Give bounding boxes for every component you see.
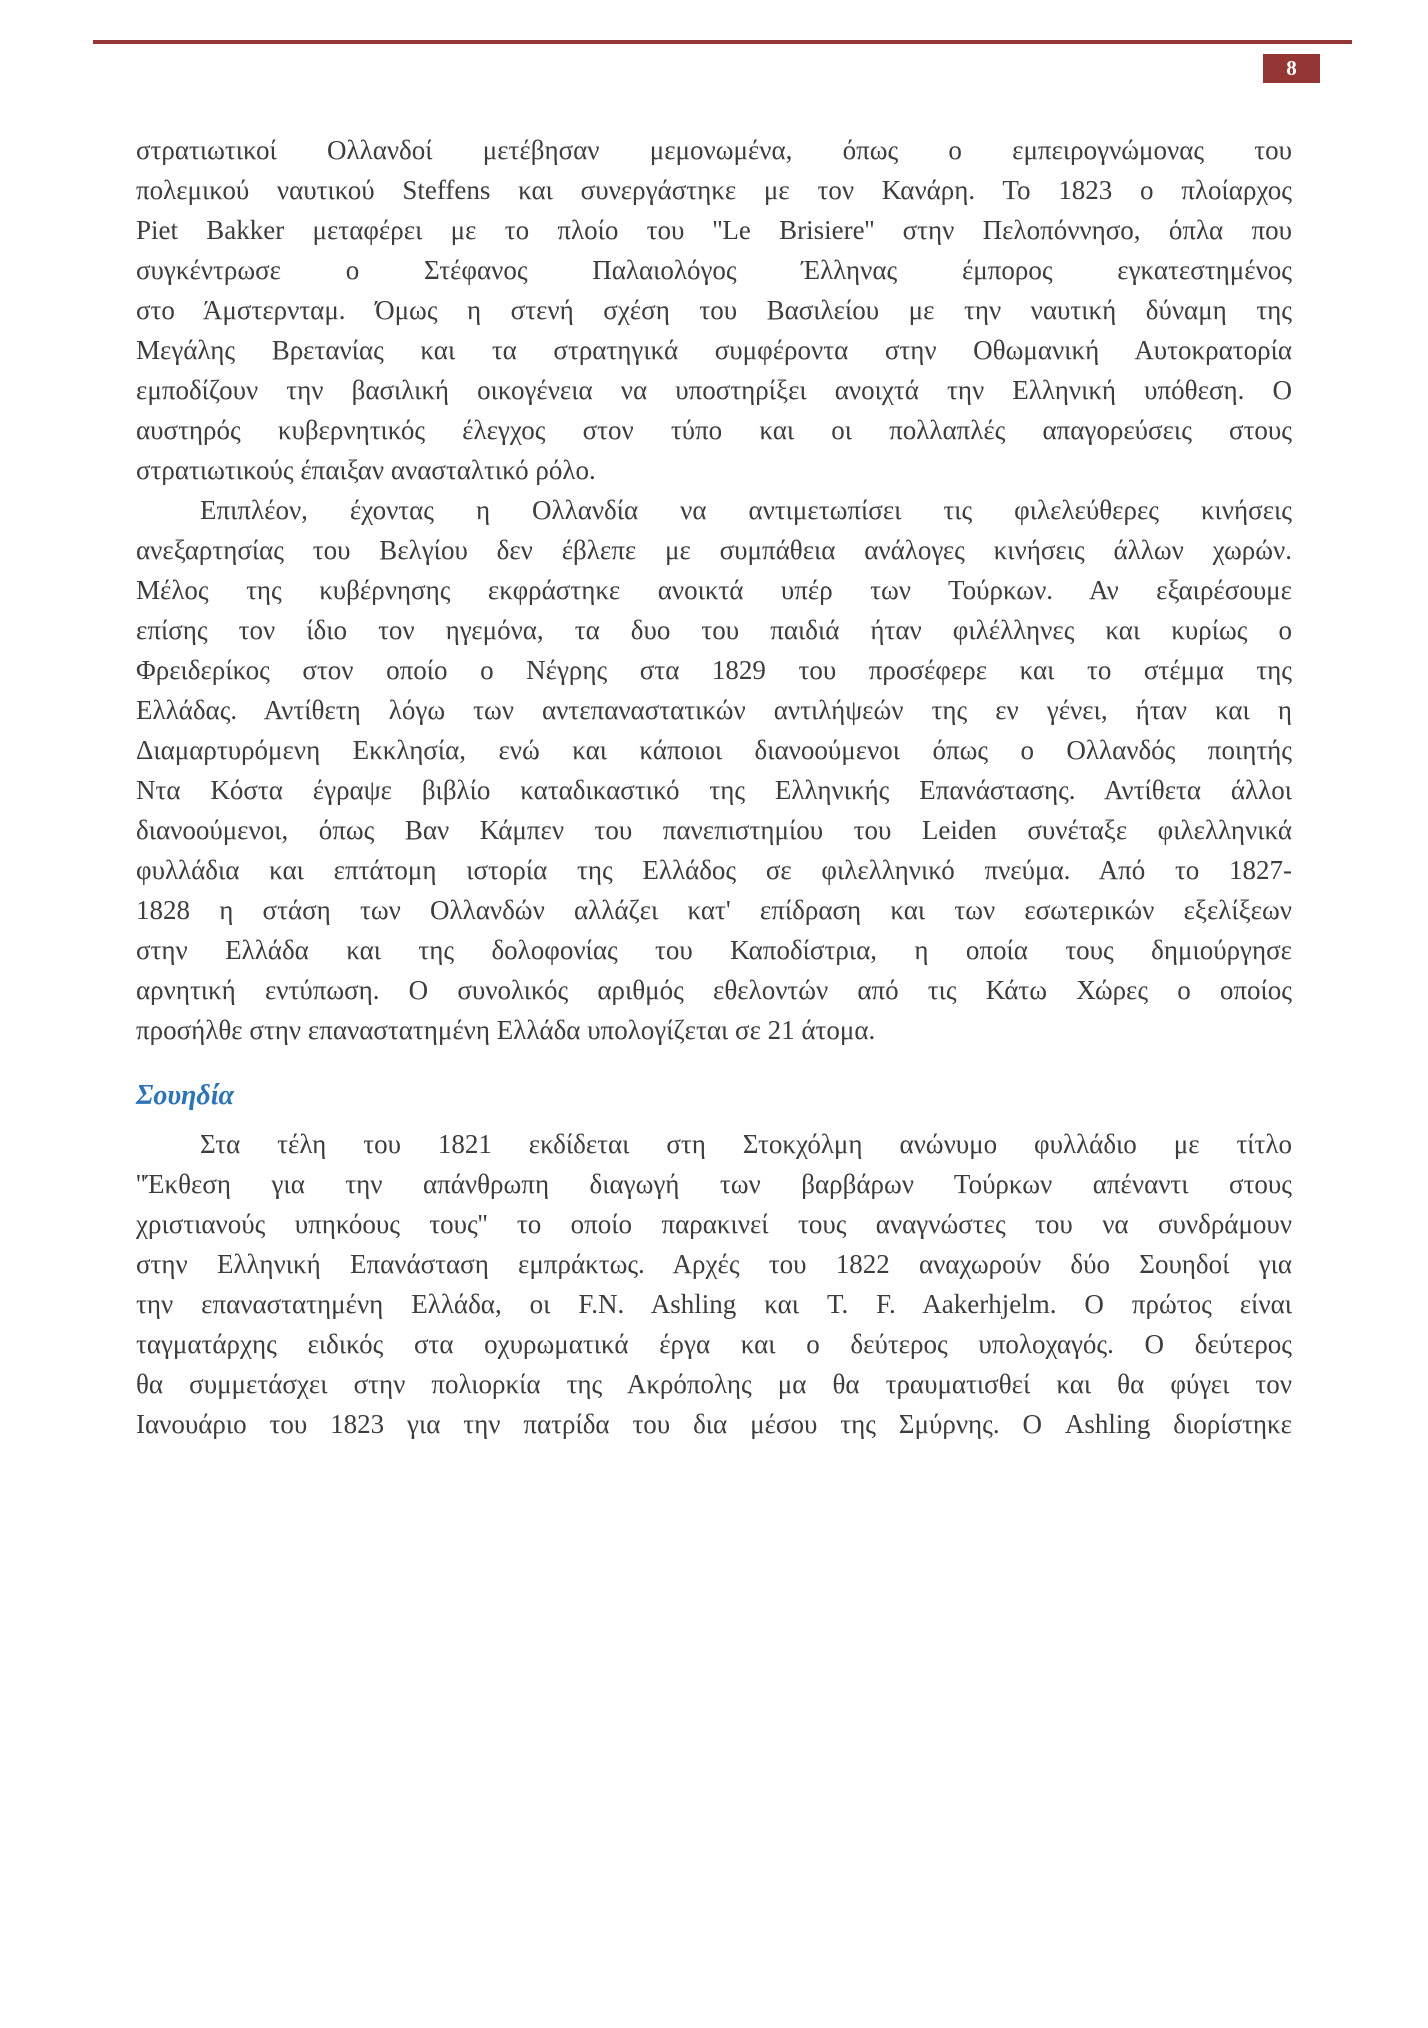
- paragraph: [136, 1124, 1292, 1444]
- text-line: ταγματάρχης ειδικός στα οχυρωματικά έργα και ο δεύτερος υπολοχαγός. Ο δεύτερος: [136, 1329, 1292, 1359]
- text-line: Φρειδερίκος στον οποίο ο Νέγρης στα 1829 του προσέφερε και το στέμμα της: [136, 655, 1292, 685]
- paragraph: [136, 490, 1292, 1050]
- text-line: Ιανουάριο του 1823 για την πατρίδα του δια μέσου της Σμύρνης. Ο Ashling διορίστηκε: [136, 1409, 1292, 1439]
- header-rule: [93, 40, 1352, 44]
- text-line: χριστιανούς υπηκόους τους'' το οποίο παρακινεί τους αναγνώστες του να συνδράμουν: [136, 1209, 1292, 1239]
- text-line: πολεμικού ναυτικού Steffens και συνεργάστηκε με τον Κανάρη. Το 1823 ο πλοίαρχος: [136, 175, 1292, 205]
- text-line: εμποδίζουν την βασιλική οικογένεια να υποστηρίξει ανοιχτά την Ελληνική υπόθεση. Ο: [136, 375, 1292, 405]
- text-line: στην Ελλάδα και της δολοφονίας του Καποδίστρια, η οποία τους δημιούργησε: [136, 935, 1292, 965]
- text-line: ανεξαρτησίας του Βελγίου δεν έβλεπε με συμπάθεια ανάλογες κινήσεις άλλων χωρών.: [136, 535, 1292, 565]
- text-line: επίσης τον ίδιο τον ηγεμόνα, τα δυο του παιδιά ήταν φιλέλληνες και κυρίως ο: [136, 615, 1292, 645]
- text-line: στην Ελληνική Επανάσταση εμπράκτως. Αρχές του 1822 αναχωρούν δύο Σουηδοί για: [136, 1249, 1292, 1279]
- text-line: Ντα Κόστα έγραψε βιβλίο καταδικαστικό της Ελληνικής Επανάστασης. Αντίθετα άλλοι: [136, 775, 1292, 805]
- text-line: Ελλάδας. Αντίθετη λόγω των αντεπαναστατικών αντιλήψεών της εν γένει, ήταν και η: [136, 695, 1292, 725]
- page-number: 8: [1286, 56, 1297, 80]
- text-line: ''Έκθεση για την απάνθρωπη διαγωγή των βαρβάρων Τούρκων απέναντι στους: [136, 1169, 1292, 1199]
- text-line: 1828 η στάση των Ολλανδών αλλάζει κατ' επίδραση και των εσωτερικών εξελίξεων: [136, 895, 1292, 925]
- text-line: στρατιωτικοί Ολλανδοί μετέβησαν μεμονωμένα, όπως ο εμπειρογνώμονας του: [136, 135, 1292, 165]
- text-line: στο Άμστερνταμ. Όμως η στενή σχέση του Βασιλείου με την ναυτική δύναμη της: [136, 295, 1292, 325]
- text-line: Μέλος της κυβέρνησης εκφράστηκε ανοικτά υπέρ των Τούρκων. Αν εξαιρέσουμε: [136, 575, 1292, 605]
- text-line: την επαναστατημένη Ελλάδα, οι F.N. Ashling και T. F. Aakerhjelm. Ο πρώτος είναι: [136, 1289, 1292, 1319]
- text-line: στρατιωτικούς έπαιξαν ανασταλτικό ρόλο.: [136, 455, 596, 485]
- text-line: θα συμμετάσχει στην πολιορκία της Ακρόπολης μα θα τραυματισθεί και θα φύγει τον: [136, 1369, 1292, 1399]
- text-line: αυστηρός κυβερνητικός έλεγχος στον τύπο και οι πολλαπλές απαγορεύσεις στους: [136, 415, 1292, 445]
- text-line: Επιπλέον, έχοντας η Ολλανδία να αντιμετωπίσει τις φιλελεύθερες κινήσεις: [200, 495, 1292, 525]
- text-line: Διαμαρτυρόμενη Εκκλησία, ενώ και κάποιοι διανοούμενοι όπως ο Ολλανδός ποιητής: [136, 735, 1292, 765]
- text-line: Piet Bakker μεταφέρει με το πλοίο του ''Le Brisiere'' στην Πελοπόννησο, όπλα που: [136, 215, 1292, 245]
- text-line: αρνητική εντύπωση. Ο συνολικός αριθμός εθελοντών από τις Κάτω Χώρες ο οποίος: [136, 975, 1292, 1005]
- text-line: Μεγάλης Βρετανίας και τα στρατηγικά συμφέροντα στην Οθωμανική Αυτοκρατορία: [136, 335, 1292, 365]
- text-line: συγκέντρωσε ο Στέφανος Παλαιολόγος Έλληνας έμπορος εγκατεστημένος: [136, 255, 1292, 285]
- text-line: Στα τέλη του 1821 εκδίδεται στη Στοκχόλμη ανώνυμο φυλλάδιο με τίτλο: [200, 1129, 1292, 1159]
- section-heading: Σουηδία: [136, 1080, 235, 1111]
- page-number-badge: [1263, 54, 1320, 83]
- text-line: διανοούμενοι, όπως Βαν Κάμπεν του πανεπιστημίου του Leiden συνέταξε φιλελληνικά: [136, 815, 1292, 845]
- document-body: [136, 130, 1292, 1444]
- text-line: φυλλάδια και επτάτομη ιστορία της Ελλάδος σε φιλελληνικό πνεύμα. Από το 1827-: [136, 855, 1292, 885]
- text-line: προσήλθε στην επαναστατημένη Ελλάδα υπολογίζεται σε 21 άτομα.: [136, 1015, 876, 1045]
- paragraph: [136, 130, 1292, 490]
